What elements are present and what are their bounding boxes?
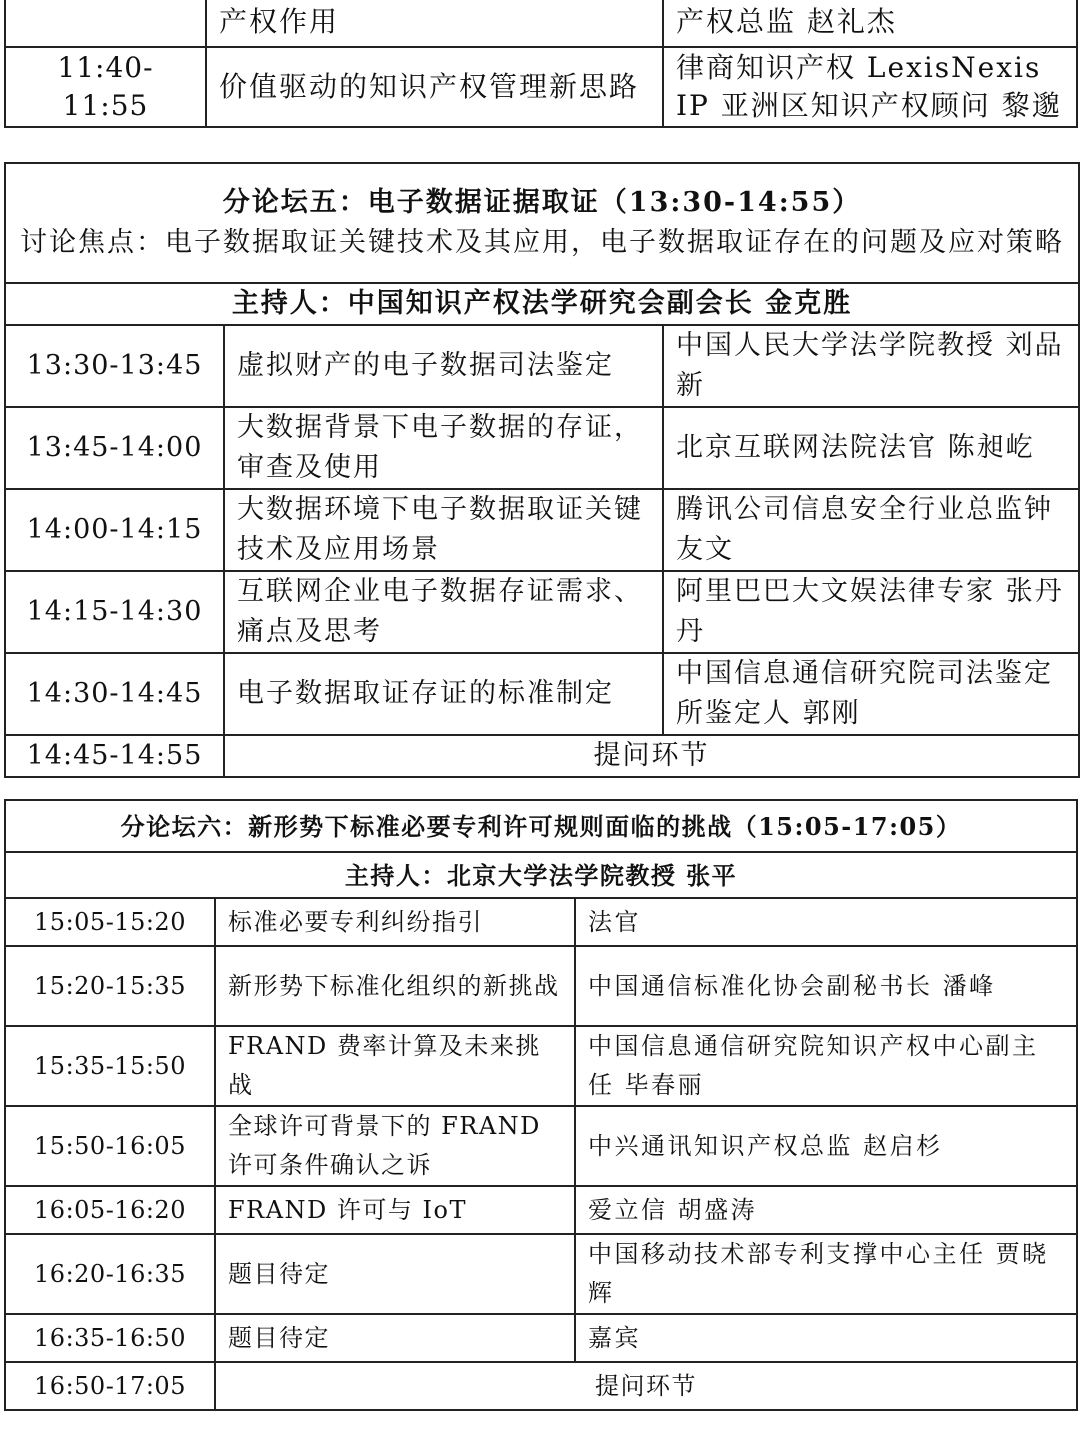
session-speaker: 嘉宾 xyxy=(575,1314,1077,1362)
session-speaker: 北京互联网法院法官 陈昶屹 xyxy=(663,407,1079,489)
session-speaker: 产权总监 赵礼杰 xyxy=(663,0,1077,47)
table-row xyxy=(5,800,1077,852)
session-topic: 新形势下标准化组织的新挑战 xyxy=(215,946,575,1026)
table-row xyxy=(5,0,1077,47)
session-topic: 互联网企业电子数据存证需求、痛点及思考 xyxy=(224,571,663,653)
forum5-title: 分论坛五：电子数据证据取证（13:30-14:55） xyxy=(222,187,862,218)
forum6-title: 分论坛六：新形势下标准必要专利许可规则面临的挑战（15:05-17:05） xyxy=(5,800,1077,852)
table-row xyxy=(5,735,1079,777)
table-row xyxy=(5,1362,1077,1410)
table-row xyxy=(5,1234,1077,1314)
session-topic: 产权作用 xyxy=(206,0,663,47)
session-time xyxy=(5,0,206,47)
table-row xyxy=(5,163,1079,283)
session-topic: FRAND 许可与 IoT xyxy=(215,1186,575,1234)
session-time: 14:00-14:15 xyxy=(5,489,224,571)
session-topic: 题目待定 xyxy=(215,1314,575,1362)
session-topic: 大数据背景下电子数据的存证，审查及使用 xyxy=(224,407,663,489)
session-speaker: 律商知识产权 LexisNexis IP 亚洲区知识产权顾问 黎邈 xyxy=(663,47,1077,127)
table-row xyxy=(5,653,1079,735)
table-row xyxy=(5,1186,1077,1234)
session-topic: FRAND 费率计算及未来挑战 xyxy=(215,1026,575,1106)
session-time: 11:40-11:55 xyxy=(5,47,206,127)
table-row xyxy=(5,1106,1077,1186)
table-row xyxy=(5,489,1079,571)
session-topic: 价值驱动的知识产权管理新思路 xyxy=(206,47,663,127)
qa-label: 提问环节 xyxy=(224,735,1079,777)
forum6-table xyxy=(4,799,1078,1411)
table-row xyxy=(5,47,1077,127)
table-row xyxy=(5,571,1079,653)
forum6-host: 主持人：北京大学法学院教授 张平 xyxy=(5,852,1077,898)
table-row xyxy=(5,325,1079,407)
session-time: 13:30-13:45 xyxy=(5,325,224,407)
session-topic: 标准必要专利纠纷指引 xyxy=(215,898,575,946)
session-topic: 全球许可背景下的 FRAND 许可条件确认之诉 xyxy=(215,1106,575,1186)
session-speaker: 阿里巴巴大文娱法律专家 张丹丹 xyxy=(663,571,1079,653)
table-row xyxy=(5,946,1077,1026)
session-time: 13:45-14:00 xyxy=(5,407,224,489)
table-row xyxy=(5,1314,1077,1362)
table-row xyxy=(5,898,1077,946)
forum5-focus: 讨论焦点：电子数据取证关键技术及其应用，电子数据取证存在的问题及应对策略 xyxy=(20,227,1065,258)
qa-time: 14:45-14:55 xyxy=(5,735,224,777)
session-speaker: 中国信息通信研究院知识产权中心副主任 毕春丽 xyxy=(575,1026,1077,1106)
session-topic: 虚拟财产的电子数据司法鉴定 xyxy=(224,325,663,407)
session-time: 16:20-16:35 xyxy=(5,1234,215,1314)
session-speaker: 中国信息通信研究院司法鉴定所鉴定人 郭刚 xyxy=(663,653,1079,735)
session-speaker: 中国通信标准化协会副秘书长 潘峰 xyxy=(575,946,1077,1026)
table-row xyxy=(5,283,1079,325)
qa-time: 16:50-17:05 xyxy=(5,1362,215,1410)
forum5-host: 主持人：中国知识产权法学研究会副会长 金克胜 xyxy=(5,283,1079,325)
session-time: 15:05-15:20 xyxy=(5,898,215,946)
table-row xyxy=(5,407,1079,489)
session-speaker: 中国人民大学法学院教授 刘品新 xyxy=(663,325,1079,407)
session-time: 14:15-14:30 xyxy=(5,571,224,653)
table-row xyxy=(5,1026,1077,1106)
forum5-header xyxy=(5,163,1079,283)
session-time: 15:20-15:35 xyxy=(5,946,215,1026)
qa-label: 提问环节 xyxy=(215,1362,1077,1410)
forum5-table xyxy=(4,162,1080,778)
session-speaker: 中国移动技术部专利支撑中心主任 贾晓辉 xyxy=(575,1234,1077,1314)
forum-prev-table xyxy=(4,0,1078,128)
table-row xyxy=(5,852,1077,898)
session-time: 14:30-14:45 xyxy=(5,653,224,735)
session-time: 15:35-15:50 xyxy=(5,1026,215,1106)
session-topic: 题目待定 xyxy=(215,1234,575,1314)
session-time: 16:35-16:50 xyxy=(5,1314,215,1362)
session-speaker: 中兴通讯知识产权总监 赵启杉 xyxy=(575,1106,1077,1186)
session-time: 16:05-16:20 xyxy=(5,1186,215,1234)
session-speaker: 法官 xyxy=(575,898,1077,946)
session-topic: 电子数据取证存证的标准制定 xyxy=(224,653,663,735)
session-topic: 大数据环境下电子数据取证关键技术及应用场景 xyxy=(224,489,663,571)
session-time: 15:50-16:05 xyxy=(5,1106,215,1186)
session-speaker: 腾讯公司信息安全行业总监钟友文 xyxy=(663,489,1079,571)
session-speaker: 爱立信 胡盛涛 xyxy=(575,1186,1077,1234)
